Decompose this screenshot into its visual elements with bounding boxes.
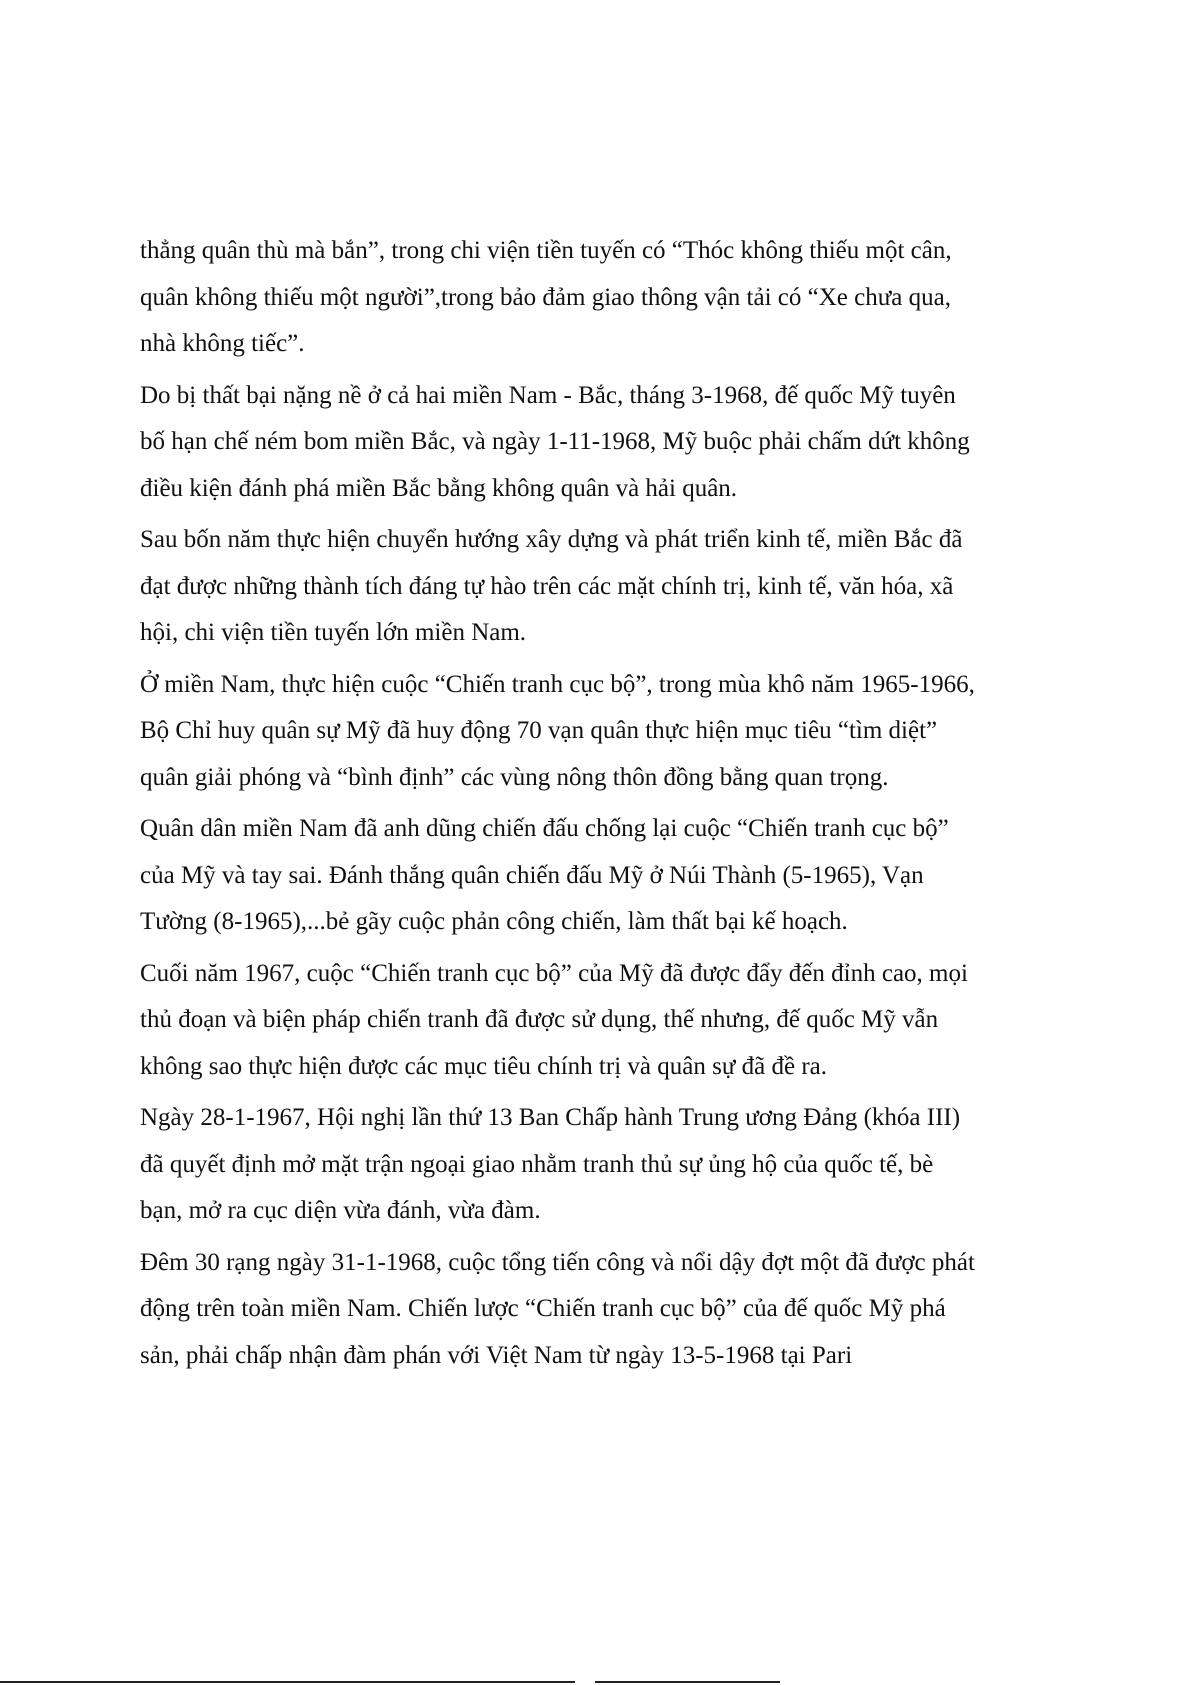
paragraph-3 bbox=[140, 517, 1060, 657]
footer-divider-right bbox=[595, 1681, 780, 1683]
paragraph-line: động trên toàn miền Nam. Chiến lược “Chiến tranh cục bộ” của đế quốc Mỹ phá bbox=[140, 1295, 946, 1322]
paragraph-line: Ngày 28-1-1967, Hội nghị lần thứ 13 Ban Chấp hành Trung ương Đảng (khóa III) bbox=[140, 1104, 961, 1131]
paragraph-line: thẳng quân thù mà bắn”, trong chi viện tiền tuyến có “Thóc không thiếu một cân, bbox=[140, 237, 952, 264]
paragraph-5 bbox=[140, 806, 1060, 946]
paragraph-4 bbox=[140, 662, 1060, 802]
paragraph-6 bbox=[140, 951, 1060, 1091]
paragraph-line: Ở miền Nam, thực hiện cuộc “Chiến tranh cục bộ”, trong mùa khô năm 1965-1966, bbox=[140, 670, 975, 698]
paragraph-line: đạt được những thành tích đáng tự hào trên các mặt chính trị, kinh tế, văn hóa, xã bbox=[140, 572, 954, 600]
paragraph-line: bạn, mở ra cục diện vừa đánh, vừa đàm. bbox=[140, 1197, 541, 1224]
paragraph-line: quân giải phóng và “bình định” các vùng nông thôn đồng bằng quan trọng. bbox=[140, 763, 889, 791]
footer-divider-left bbox=[0, 1681, 575, 1683]
paragraph-line: Tường (8-1965),...bẻ gãy cuộc phản công chiến, làm thất bại kế hoạch. bbox=[140, 908, 848, 935]
paragraph-line: thủ đoạn và biện pháp chiến tranh đã được sử dụng, thế nhưng, đế quốc Mỹ vẫn bbox=[140, 1006, 939, 1033]
paragraph-line: Cuối năm 1967, cuộc “Chiến tranh cục bộ” của Mỹ đã được đẩy đến đỉnh cao, mọi bbox=[140, 959, 968, 987]
paragraph-8 bbox=[140, 1240, 1060, 1380]
paragraph-line: điều kiện đánh phá miền Bắc bằng không quân và hải quân. bbox=[140, 474, 738, 502]
paragraph-1 bbox=[140, 228, 1060, 368]
paragraph-2 bbox=[140, 373, 1060, 513]
document-body bbox=[140, 228, 1060, 1384]
paragraph-line: Sau bốn năm thực hiện chuyển hướng xây dựng và phát triển kinh tế, miền Bắc đã bbox=[140, 526, 963, 553]
paragraph-line: Bộ Chỉ huy quân sự Mỹ đã huy động 70 vạn quân thực hiện mục tiêu “tìm diệt” bbox=[140, 717, 938, 744]
paragraph-line: đã quyết định mở mặt trận ngoại giao nhằm tranh thủ sự ủng hộ của quốc tế, bè bbox=[140, 1150, 934, 1178]
paragraph-line: quân không thiếu một người”,trong bảo đảm giao thông vận tải có “Xe chưa qua, bbox=[140, 283, 951, 311]
paragraph-7 bbox=[140, 1095, 1060, 1235]
paragraph-line: không sao thực hiện được các mục tiêu chính trị và quân sự đã đề ra. bbox=[140, 1052, 827, 1080]
paragraph-line: Do bị thất bại nặng nề ở cả hai miền Nam - Bắc, tháng 3-1968, đế quốc Mỹ tuyên bbox=[140, 381, 956, 409]
paragraph-line: nhà không tiếc”. bbox=[140, 330, 305, 357]
paragraph-line: hội, chi viện tiền tuyến lớn miền Nam. bbox=[140, 619, 527, 646]
paragraph-line: Đêm 30 rạng ngày 31-1-1968, cuộc tổng tiến công và nổi dậy đợt một đã được phát bbox=[140, 1248, 975, 1276]
paragraph-line: bố hạn chế ném bom miền Bắc, và ngày 1-11-1968, Mỹ buộc phải chấm dứt không bbox=[140, 428, 970, 455]
paragraph-line: Quân dân miền Nam đã anh dũng chiến đấu chống lại cuộc “Chiến tranh cục bộ” bbox=[140, 815, 949, 842]
paragraph-line: của Mỹ và tay sai. Đánh thắng quân chiến đấu Mỹ ở Núi Thành (5-1965), Vạn bbox=[140, 861, 924, 889]
paragraph-line: sản, phải chấp nhận đàm phán với Việt Nam từ ngày 13-5-1968 tại Pari bbox=[140, 1341, 853, 1369]
